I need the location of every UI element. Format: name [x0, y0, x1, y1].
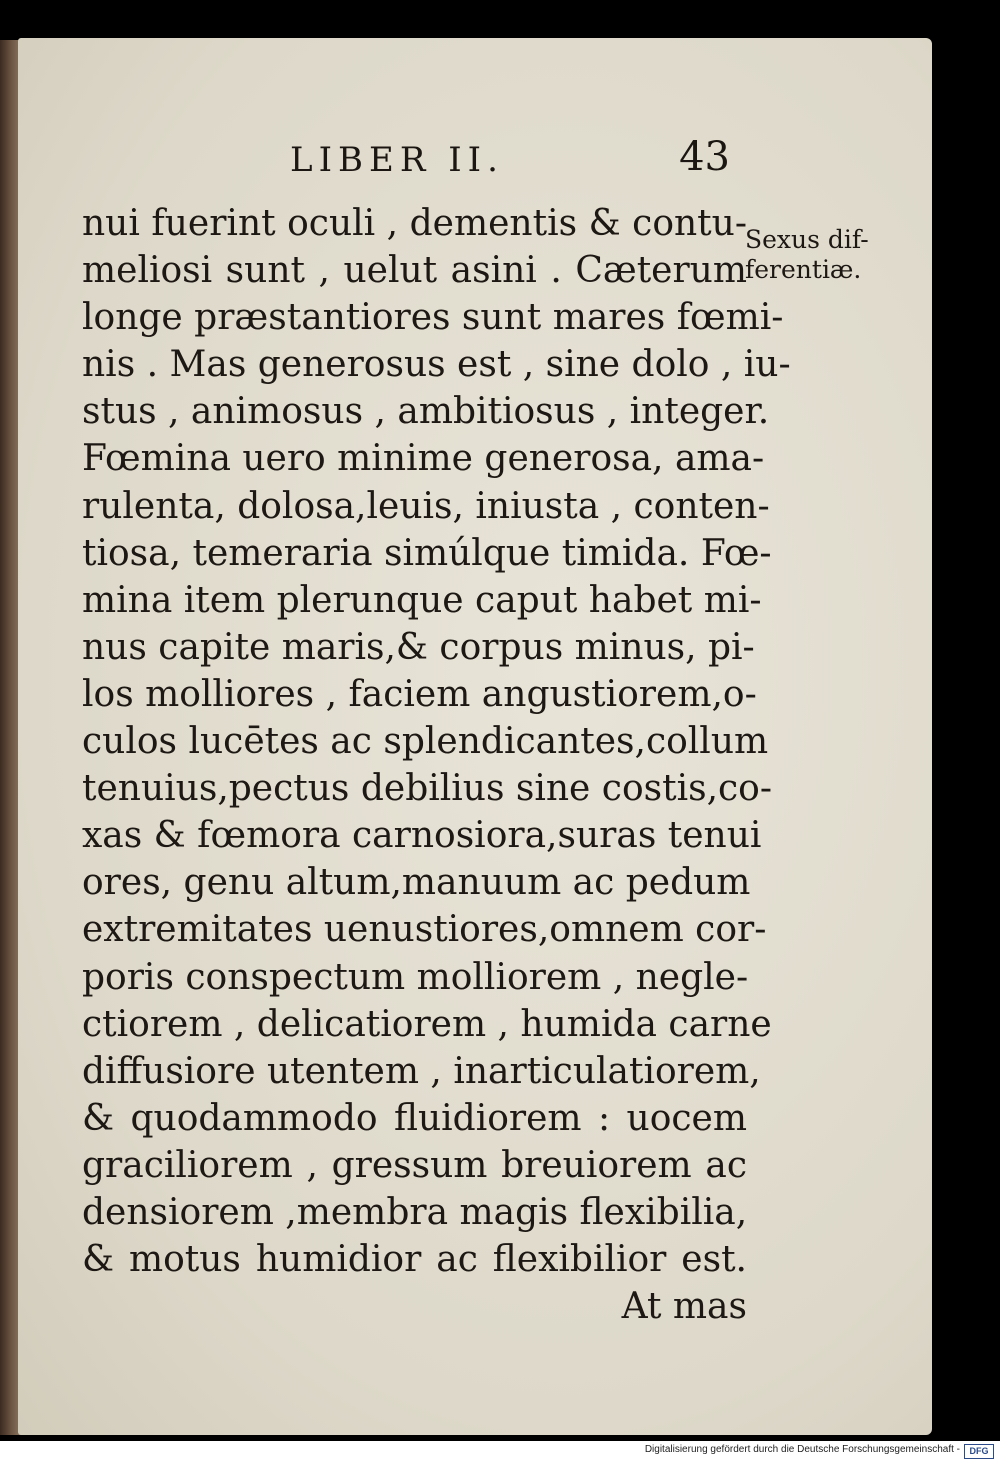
- text-line: ctiorem , delicatiorem , humida carne: [82, 1003, 772, 1045]
- text-line: diffusiore utentem , inarticulatiorem,: [82, 1050, 761, 1092]
- text-line: & quodammodo fluidiorem : uocem: [82, 1097, 747, 1139]
- page-header: [280, 134, 740, 190]
- text-line: poris conspectum molliorem , negle-: [82, 956, 749, 998]
- text-line: nis . Mas generosus est , sine dolo , iu-: [82, 344, 791, 386]
- text-line: xas & fœmora carnosiora,suras tenui: [82, 815, 762, 857]
- text-line: tiosa, temeraria simúlque timida. Fœ-: [82, 532, 772, 574]
- text-line: longe præstantiores sunt mares fœmi-: [82, 297, 784, 339]
- marginal-note-line: ferentiæ.: [745, 255, 862, 284]
- text-line: mina item plerunque caput habet mi-: [82, 579, 762, 621]
- text-line: nus capite maris,& corpus minus, pi-: [82, 626, 755, 668]
- text-line: meliosi sunt , uelut asini . Cæterum: [82, 250, 747, 292]
- text-line: rulenta, dolosa,leuis, iniusta , conten-: [82, 485, 770, 527]
- text-line: ores, genu altum,manuum ac pedum: [82, 862, 751, 904]
- page-number: 43: [679, 134, 730, 180]
- catchword: At mas: [621, 1286, 747, 1328]
- text-line: & motus humidior ac flexibilior est.: [82, 1239, 747, 1281]
- text-line: graciliorem , gressum breuiorem ac: [82, 1144, 747, 1186]
- text-line: stus , animosus , ambitiosus , integer.: [82, 391, 770, 433]
- footer-bar: [0, 1441, 1000, 1461]
- text-line: densiorem ,membra magis flexibilia,: [82, 1191, 748, 1233]
- funding-credit: Digitalisierung gefördert durch die Deutsche Forschungsgemeinschaft -: [644, 1444, 960, 1455]
- running-head: LIBER II.: [290, 140, 504, 180]
- dfg-logo-icon: DFG: [964, 1444, 994, 1459]
- marginal-note-line: Sexus dif-: [745, 225, 869, 254]
- text-line: culos lucētes ac splendicantes,collum: [82, 721, 769, 763]
- body-text: [82, 200, 791, 1330]
- text-line: extremitates uenustiores,omnem cor-: [82, 909, 767, 951]
- text-line: nui fuerint oculi , dementis & contu-: [82, 203, 747, 244]
- text-line: tenuius,pectus debilius sine costis,co-: [82, 768, 773, 810]
- marginal-note: [745, 225, 905, 285]
- text-line: Fœmina uero minime generosa, ama-: [82, 438, 765, 480]
- text-line: los molliores , faciem angustiorem,o-: [82, 673, 757, 715]
